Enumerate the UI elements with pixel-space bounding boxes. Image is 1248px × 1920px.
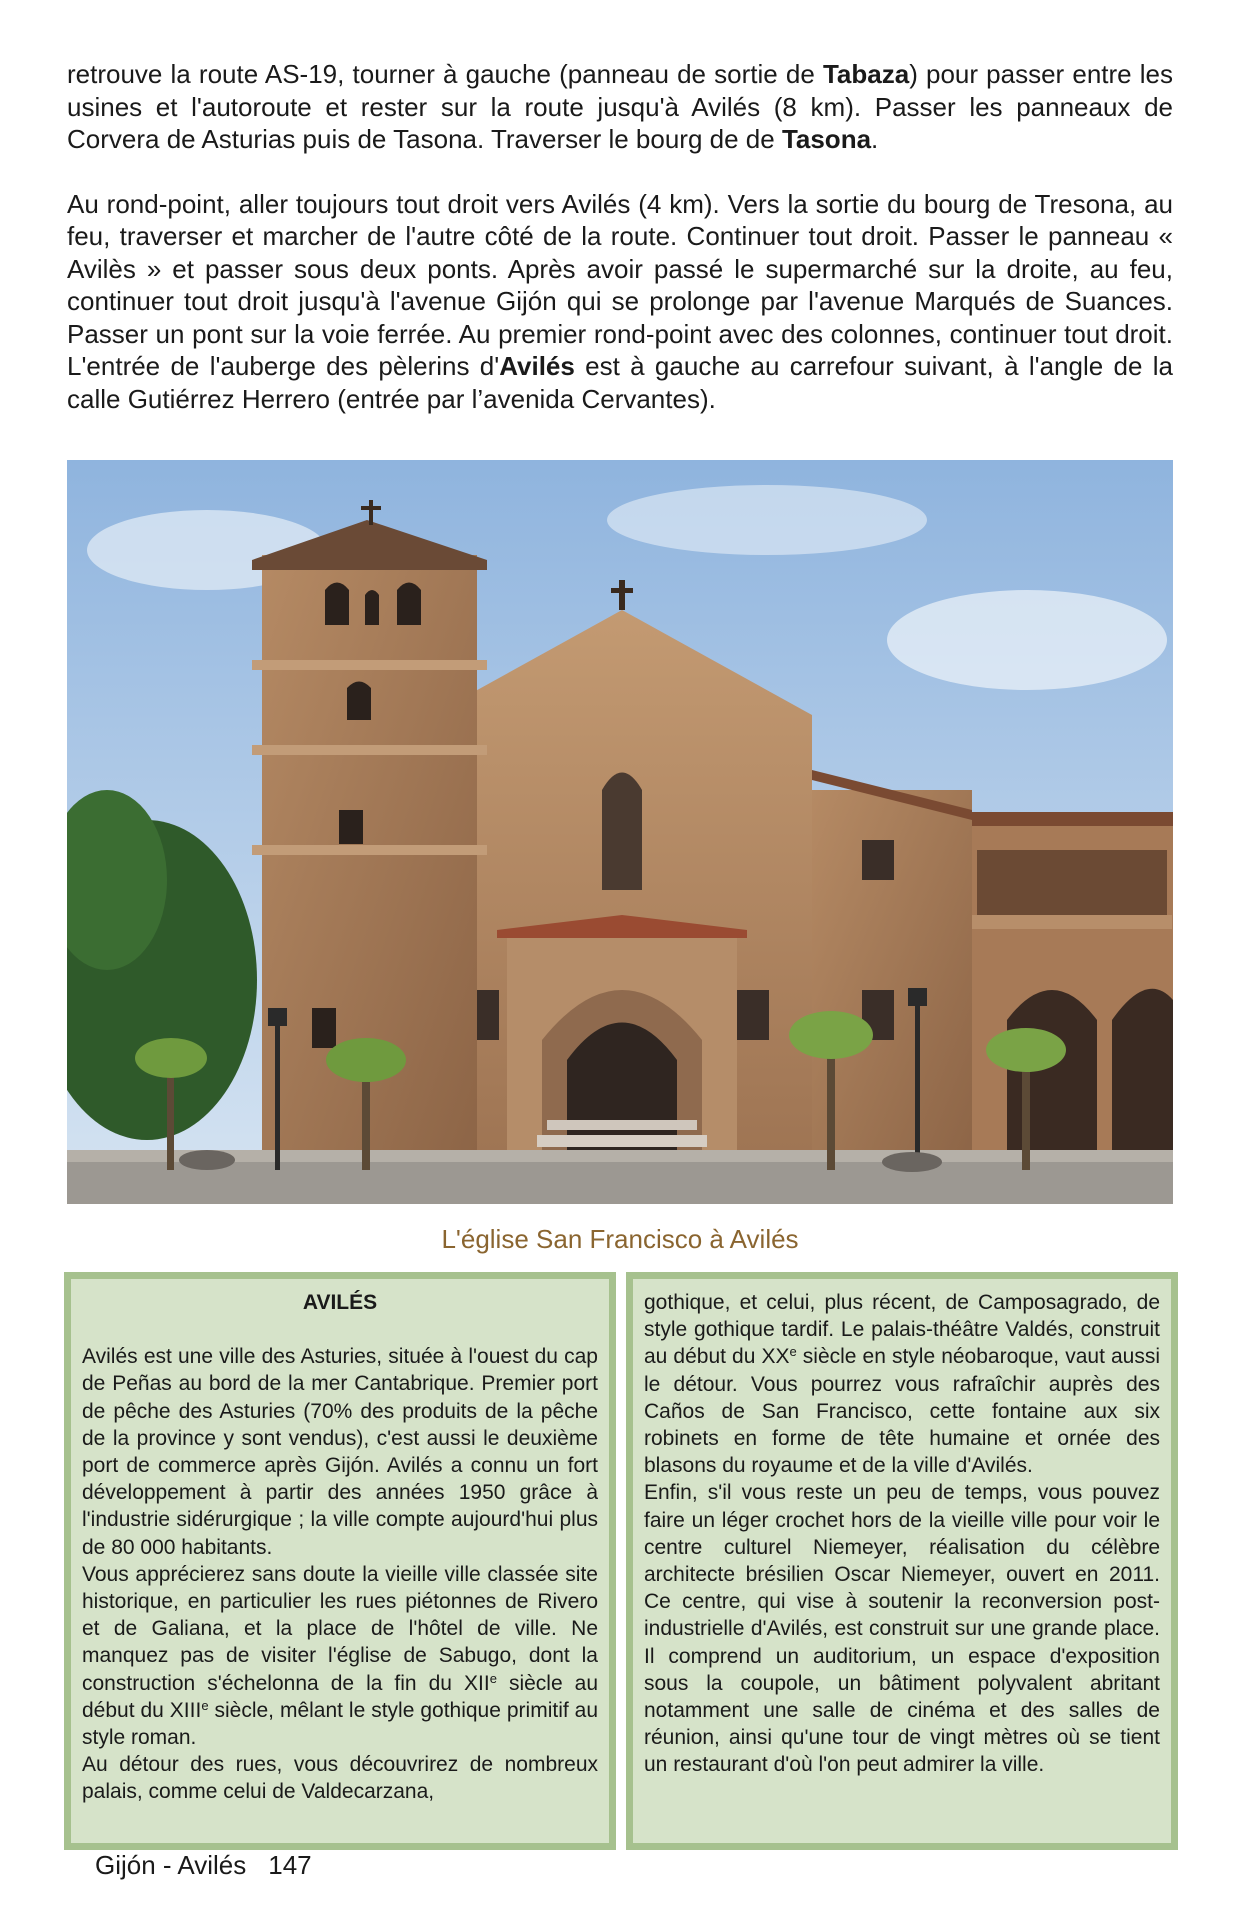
box-left-paragraph-3: Au détour des rues, vous découvrirez de nombreux palais, comme celui de Valdecarzana, — [82, 1753, 598, 1804]
aviles-info-box-left — [64, 1272, 616, 1850]
intro-text — [67, 58, 1173, 415]
church-illustration — [67, 460, 1173, 1204]
page-footer — [95, 1850, 312, 1881]
page-number: 147 — [268, 1850, 312, 1880]
intro-paragraph-2: Au rond-point, aller toujours tout droit vers Avilés (4 km). Vers la sortie du bourg de Tresona, au feu, traverser et marcher de l'autre côté de la route. Continuer tout droit. Passer le panneau « Avilès » et passer sous deux ponts. Après avoir passé le supermarché sur la droite, au feu, continuer tout droit jusqu'à l'avenue Gijón qui se prolonge par l'avenue Marqués de Suances. Passer un pont sur la voie ferrée. Au premier rond-point avec des colonnes, continuer tout droit. L'entrée de l'auberge des pèlerins d'Avilés est à gauche au carrefour suivant, à l'angle de la calle Gutiérrez Herrero (entrée par l’avenida Cervantes). — [67, 188, 1173, 414]
intro-paragraph-1: retrouve la route AS-19, tourner à gauche (panneau de sortie de Tabaza) pour passer entre les usines et l'autoroute et rester sur la route jusqu'à Avilés (8 km). Passer les panneaux de Corvera de Asturias puis de Tasona. Traverser le bourg de de Tasona. — [67, 59, 1173, 154]
box-left-paragraph-1: Avilés est une ville des Asturies, située à l'ouest du cap de Peñas au bord de la mer Cantabrique. Premier port de pêche des Asturies (70% des produits de la pêche de la province y sont vendus), c'est aussi le deuxième port de commerce après Gijón. Avilés a connu un fort développement à partir des années 1950 grâce à l'industrie sidérurgique ; la ville compte aujourd'hui plus de 80 000 habitants. — [82, 1345, 598, 1559]
box-right-paragraph-2: Enfin, s'il vous reste un peu de temps, vous pouvez faire un léger crochet hors de la vieille ville pour voir le centre culturel Niemeyer, réalisation du célèbre architecte brésilien Oscar Niemeyer, ouvert en 2011. Ce centre, qui vise à soutenir la reconversion post-industrielle d'Avilés, est construit sur une grande place. Il comprend un auditorium, un espace d'exposition sous la coupole, un bâtiment polyvalent abritant notamment une salle de cinéma et des salles de réunion, ainsi qu'une tour de vingt mètres où se tient un restaurant d'où l'on peut admirer la ville. — [644, 1481, 1160, 1777]
box-right-paragraph-1: gothique, et celui, plus récent, de Camposagrado, de style gothique tardif. Le palais-théâtre Valdés, construit au début du XXe siècle en style néobaroque, vaut aussi le détour. Vous pourrez vous rafraîchir auprès des Caños de San Francisco, cette fontaine aux six robinets en forme de tête humaine et ornée des blasons du royaume et de la ville d'Avilés. — [644, 1291, 1160, 1478]
box-left-paragraph-2: Vous apprécierez sans doute la vieille ville classée site historique, en particulier les rues piétonnes de Rivero et de Galiana, et la place de l'hôtel de ville. Ne manquez pas de visiter l'église de Sabugo, dont la construction s'échelonna de la fin du XIIe siècle au début du XIIIe siècle, mêlant le style gothique primitif au style roman. — [82, 1562, 598, 1750]
photo-caption: L'église San Francisco à Avilés — [441, 1224, 799, 1254]
aviles-info-box-right — [626, 1272, 1178, 1850]
footer-section: Gijón - Avilés — [95, 1850, 247, 1880]
church-photo — [67, 460, 1173, 1204]
bold-place-tasona: Tasona — [781, 124, 872, 154]
bold-place-tabaza: Tabaza — [822, 59, 910, 89]
box-title: AVILÉS — [302, 1291, 378, 1314]
bold-place-aviles: Avilés — [499, 351, 575, 381]
